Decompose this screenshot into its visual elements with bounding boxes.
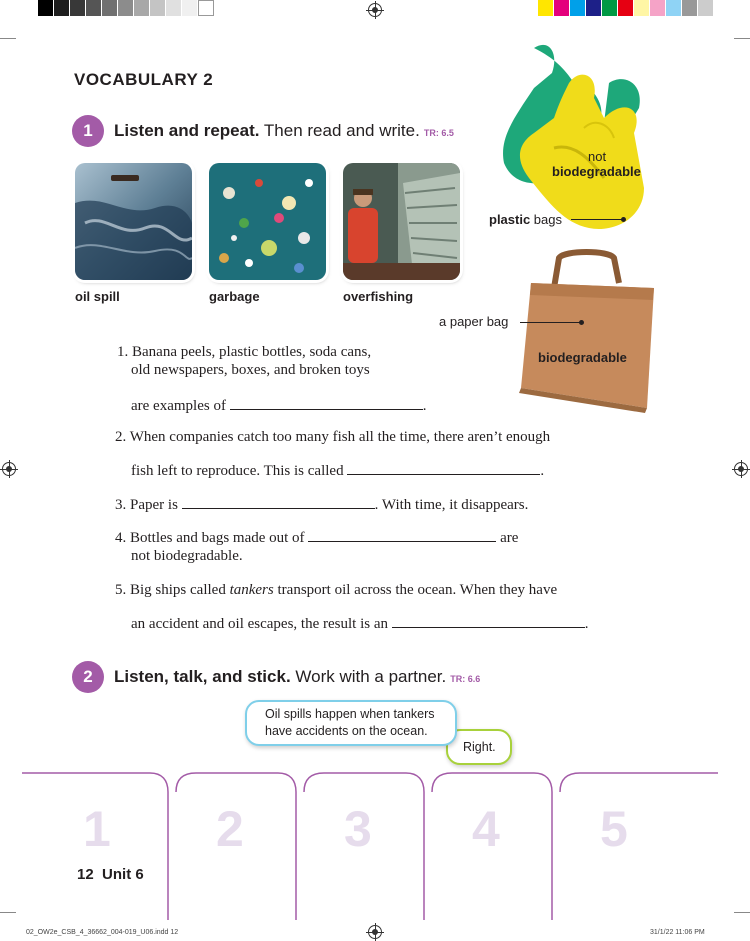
exercise-text: . [422, 398, 427, 414]
sticker-slot-5[interactable]: 5 [600, 801, 628, 857]
paper-biodegradable-label: biodegradable [538, 350, 627, 365]
exercise-1-line-1: 1. Banana peels, plastic bottles, soda cans, [117, 344, 372, 360]
exercise-text: fish left to reproduce. This is called [131, 463, 344, 479]
section-title: VOCABULARY 2 [74, 70, 214, 89]
track-number: TR: 6.6 [450, 674, 481, 684]
instruction-bold: Listen and repeat. [114, 121, 260, 140]
exercise-text: 4. Bottles and bags made out of [115, 530, 305, 546]
exercise-1-line-2: old newspapers, boxes, and broken toys [131, 362, 370, 378]
sticker-slot-1[interactable]: 1 [83, 801, 111, 857]
exercise-3 [115, 494, 528, 515]
track-number: TR: 6.5 [423, 128, 454, 138]
plastic-not-label: not [588, 149, 607, 164]
plastic-biodegradable-label: biodegradable [552, 164, 641, 179]
registration-mark-bottom [368, 925, 382, 939]
sticker-slot-4[interactable]: 4 [472, 801, 500, 857]
answer-blank[interactable] [182, 494, 375, 509]
garbage-photo [209, 163, 326, 280]
crop-mark [734, 38, 750, 39]
paper-bag-label: a paper bag [439, 314, 509, 329]
exercise-text: 3. Paper is [115, 497, 178, 513]
exercise-text: 5. Big ships called [115, 582, 230, 598]
exercise-text: are [500, 530, 519, 546]
bags-rest: bags [530, 212, 562, 227]
exercise-5-line-1 [115, 580, 557, 600]
exercise-text: . [584, 616, 589, 632]
crop-mark [0, 38, 16, 39]
bubble-text-line: Oil spills happen when tankers [265, 707, 435, 721]
paper-leader-line [520, 322, 582, 323]
activity-number-badge: 1 [72, 115, 104, 147]
exercise-5-line-2 [131, 613, 589, 634]
activity-number-badge: 2 [72, 661, 104, 693]
activity-2-instruction [114, 667, 480, 687]
exercise-text: an accident and oil escapes, the result is an [131, 616, 388, 632]
crop-mark [0, 912, 16, 913]
exercise-text: . [540, 463, 545, 479]
exercise-italic: tankers [229, 582, 274, 598]
print-timestamp: 31/1/22 11:06 PM [650, 929, 705, 936]
plastic-bags-image [494, 38, 654, 238]
bubble-text: Right. [463, 740, 496, 754]
crop-mark [734, 912, 750, 913]
paper-bag-image [519, 248, 659, 413]
photo-caption: garbage [209, 289, 260, 304]
sticker-slot-2[interactable]: 2 [216, 801, 244, 857]
photo-caption: oil spill [75, 289, 120, 304]
answer-blank[interactable] [308, 527, 496, 542]
answer-blank[interactable] [347, 460, 540, 475]
instruction-rest: Work with a partner. [290, 667, 447, 686]
activity-1-instruction [114, 121, 454, 141]
unit-label: Unit 6 [102, 866, 144, 883]
photo-caption: overfishing [343, 289, 414, 304]
file-name: 02_OW2e_CSB_4_36662_004-019_U06.indd 12 [26, 929, 179, 936]
page-footer-label [77, 866, 144, 883]
registration-mark-top [368, 3, 382, 17]
page-number: 12 [77, 866, 94, 883]
exercise-1-line-3 [131, 395, 426, 416]
oil-spill-photo [75, 163, 192, 280]
exercise-4-line-1 [115, 527, 518, 548]
sticker-slot-3[interactable]: 3 [344, 801, 372, 857]
registration-mark-right [734, 462, 748, 476]
exercise-2-line-1: 2. When companies catch too many fish all the time, there aren’t enough [115, 429, 551, 445]
exercise-text: are examples of [131, 398, 226, 414]
exercise-2-line-2 [131, 460, 544, 481]
plastic-bold: plastic [489, 212, 531, 227]
answer-blank[interactable] [230, 395, 423, 410]
blue-speech-bubble [245, 700, 457, 746]
registration-mark-left [2, 462, 16, 476]
exercise-text: transport oil across the ocean. When they have [273, 582, 558, 598]
plastic-bags-label [489, 212, 562, 227]
instruction-bold: Listen, talk, and stick. [114, 667, 291, 686]
exercise-text: . With time, it disappears. [374, 497, 529, 513]
instruction-rest: Then read and write. [259, 121, 420, 140]
plastic-leader-line [571, 219, 624, 220]
exercise-4-line-2: not biodegradable. [131, 548, 243, 564]
bubble-text-line: have accidents on the ocean. [265, 724, 428, 738]
overfishing-photo [343, 163, 460, 280]
answer-blank[interactable] [392, 613, 585, 628]
